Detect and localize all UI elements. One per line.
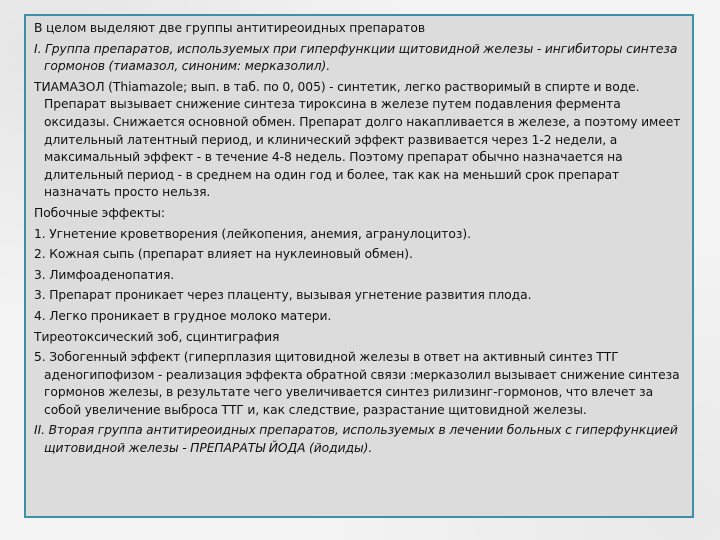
group-two-heading: II. Вторая группа антитиреоидных препаратов, используемых в лечении больных с гиперфункцией щитовидной железы - ПРЕПАРАТЫ ЙОДА (йодиды). [34,423,678,456]
text-panel [24,14,694,518]
side-effect-item: 3. Препарат проникает через плаценту, вызывая угнетение развития плода. [34,288,532,303]
goiter-heading: Тиреотоксический зоб, сцинтиграфия [34,329,280,344]
side-effect-item: 2. Кожная сыпь (препарат влияет на нуклеиновый обмен). [34,247,413,262]
side-effect-item: 4. Легко проникает в грудное молоко матери. [34,308,332,323]
side-effects-heading: Побочные эффекты: [34,205,165,220]
group-one-heading: I. Группа препаратов, используемых при гиперфункции щитовидной железы - ингибиторы синтеза гормонов (тиамазол, синоним: мерказолил). [34,41,678,74]
side-effect-item: 1. Угнетение кроветворения (лейкопения, анемия, агранулоцитоз). [34,226,471,241]
side-effect-item: 3. Лимфоаденопатия. [34,267,175,282]
thiamazole-description: ТИАМАЗОЛ (Thiamazole; вып. в таб. по 0, 005) - синтетик, легко растворимый в спирте и воде. Препарат вызывает снижение синтеза тироксина в железе путем подавления фермента оксидазы. Снижается основной обмен. Препарат долго накапливается в железе, а поэтому имеет длительный латентный период, и клинический эффект развивается через 1-2 недели, а максимальный эффект - в течение 4-8 недель. Поэтому препарат обычно назначается на длительный период - в среднем на один год и более, так как на меньший срок препарат назначать просто нельзя. [34,79,681,200]
intro-paragraph: В целом выделяют две группы антитиреоидных препаратов [34,21,426,35]
side-effect-item: 5. Зобогенный эффект (гиперплазия щитовидной железы в ответ на активный синтез ТТГ аденогипофизом - реализация эффекта обратной связи :мерказолил вызывает снижение синтеза гормонов железы, в результате чего увеличивается синтез рилизинг-гормонов, что влечет за собой увеличение выброса ТТГ и, как следствие, разрастание щитовидной железы. [34,350,680,417]
